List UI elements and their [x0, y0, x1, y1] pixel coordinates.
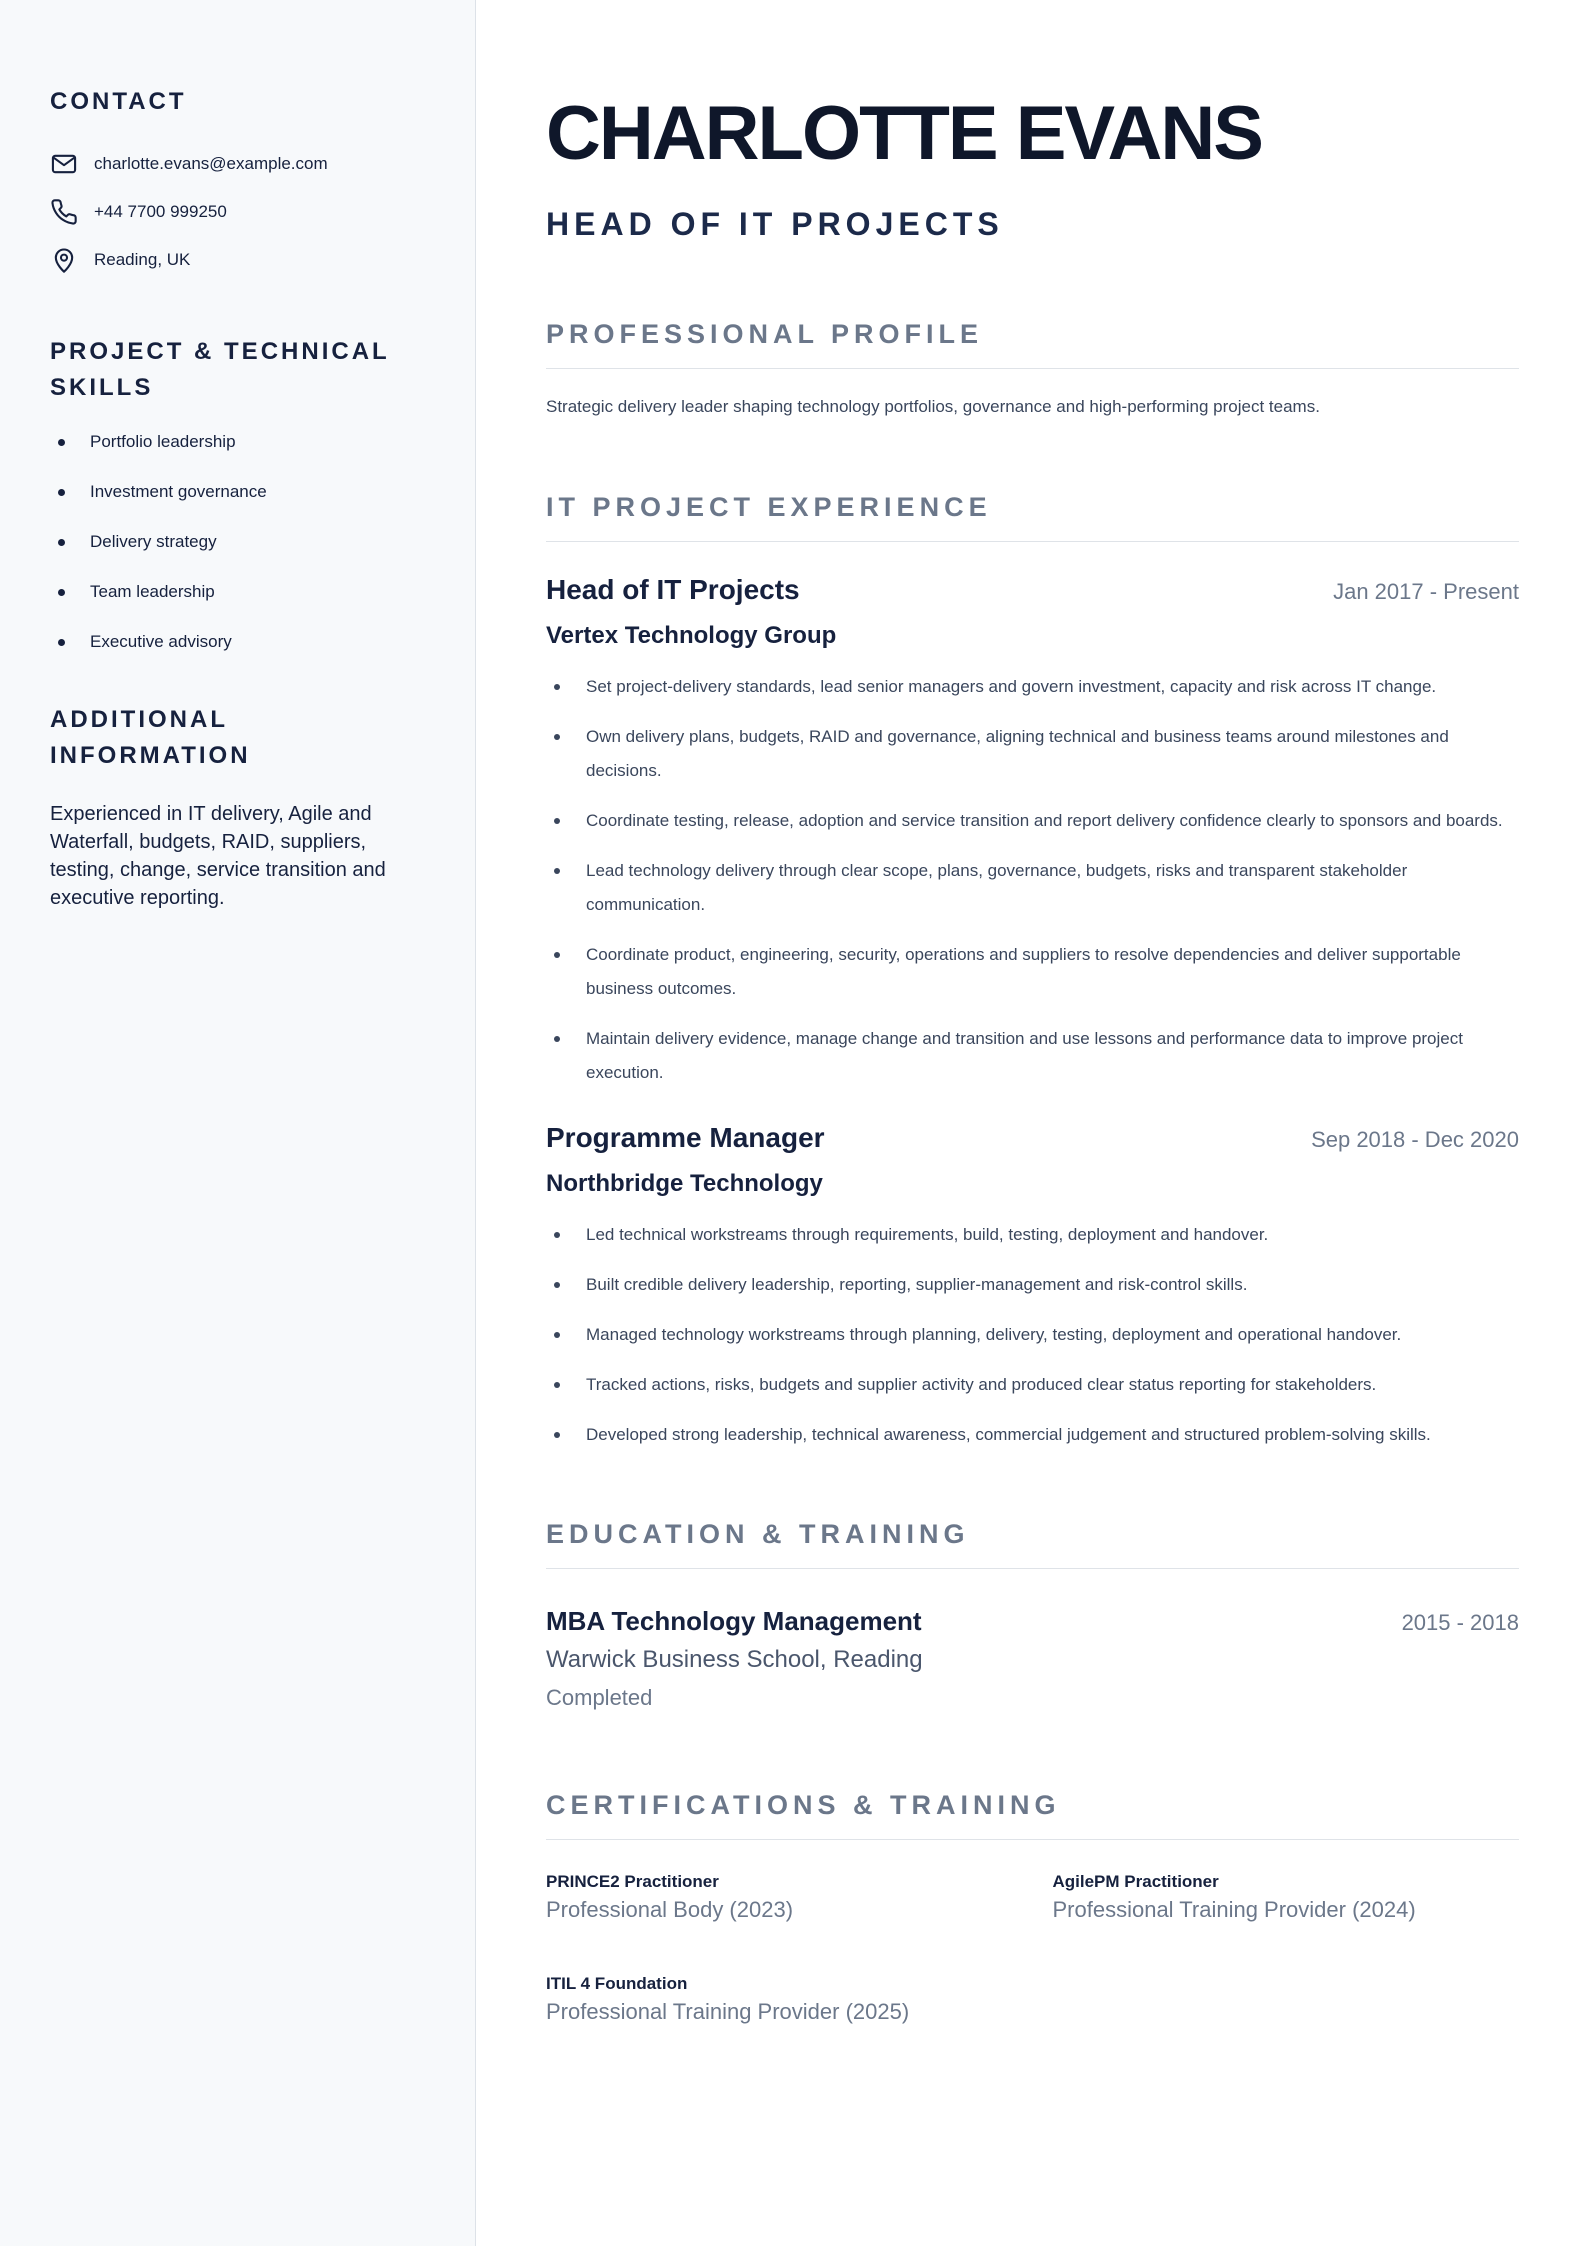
certification-item [546, 1870, 1013, 1926]
additional-info-text: Experienced in IT delivery, Agile and Waterfall, budgets, RAID, suppliers, testing, change, service transition and executive reporting. [50, 803, 386, 909]
map-pin-icon [50, 246, 78, 274]
job-bullet: Set project-delivery standards, lead senior managers and govern investment, capacity and risk across IT change. [546, 670, 1519, 704]
skills-heading: PROJECT & TECHNICAL SKILLS [50, 338, 390, 401]
job-role: Head of IT Projects [546, 574, 800, 605]
job-bullets [546, 670, 1519, 1090]
phone-icon [50, 198, 78, 226]
candidate-name: CHARLOTTE EVANS [546, 91, 1262, 176]
job-entry [546, 572, 1519, 1090]
certification-provider: Professional Body (2023) [546, 1897, 794, 1922]
contact-phone[interactable] [50, 188, 425, 236]
job-bullet: Tracked actions, risks, budgets and supplier activity and produced clear status reporting for stakeholders. [546, 1368, 1519, 1402]
skill-item: Delivery strategy [50, 528, 425, 578]
skills-list [50, 428, 425, 678]
education-school: Warwick Business School, Reading [546, 1646, 923, 1673]
contact-list [50, 140, 425, 284]
phone-text: +44 7700 999250 [94, 202, 227, 221]
contact-heading: CONTACT [50, 88, 187, 115]
email-text: charlotte.evans@example.com [94, 154, 328, 173]
experience-heading: IT PROJECT EXPERIENCE [546, 489, 1519, 542]
certification-provider: Professional Training Provider (2024) [1052, 1897, 1416, 1922]
job-bullet: Maintain delivery evidence, manage change and transition and use lessons and performance data to improve project execution. [546, 1022, 1519, 1090]
profile-text: Strategic delivery leader shaping technology portfolios, governance and high-performing project teams. [546, 397, 1320, 416]
certification-item [1053, 1870, 1520, 1926]
job-bullet: Managed technology workstreams through planning, delivery, testing, deployment and operational handover. [546, 1318, 1519, 1352]
sidebar [0, 0, 476, 2246]
certification-name: AgilePM Practitioner [1052, 1872, 1219, 1891]
certifications-heading: CERTIFICATIONS & TRAINING [546, 1787, 1519, 1840]
certifications-grid [546, 1870, 1519, 2028]
skill-item: Team leadership [50, 578, 425, 628]
job-dates: Sep 2018 - Dec 2020 [1311, 1127, 1519, 1152]
job-company: Northbridge Technology [546, 1170, 823, 1197]
job-bullet: Built credible delivery leadership, reporting, supplier-management and risk-control skills. [546, 1268, 1519, 1302]
job-bullet: Coordinate testing, release, adoption and service transition and report delivery confidence clearly to sponsors and boards. [546, 804, 1519, 838]
skill-item: Portfolio leadership [50, 428, 425, 478]
additional-info-heading: ADDITIONAL INFORMATION [50, 706, 251, 769]
skill-item: Executive advisory [50, 628, 425, 678]
main-content [476, 0, 1588, 2246]
certification-name: PRINCE2 Practitioner [546, 1872, 719, 1891]
certification-name: ITIL 4 Foundation [546, 1974, 688, 1993]
education-entry [546, 1603, 1519, 1717]
job-bullet: Led technical workstreams through requirements, build, testing, deployment and handover. [546, 1218, 1519, 1252]
education-heading: EDUCATION & TRAINING [546, 1516, 1519, 1569]
profile-heading: PROFESSIONAL PROFILE [546, 316, 1519, 369]
candidate-title: HEAD OF IT PROJECTS [546, 206, 1004, 242]
contact-email[interactable] [50, 140, 425, 188]
skill-item: Investment governance [50, 478, 425, 528]
job-entry [546, 1120, 1519, 1452]
certification-item [546, 1972, 1013, 2028]
job-company: Vertex Technology Group [546, 622, 837, 649]
job-bullet: Coordinate product, engineering, security, operations and suppliers to resolve dependencies and deliver supportable business outcomes. [546, 938, 1519, 1006]
job-bullet: Lead technology delivery through clear scope, plans, governance, budgets, risks and transparent stakeholder communication. [546, 854, 1519, 922]
contact-location [50, 236, 425, 284]
education-degree: MBA Technology Management [546, 1606, 922, 1636]
job-bullets [546, 1218, 1519, 1452]
job-dates: Jan 2017 - Present [1333, 579, 1519, 604]
mail-icon [50, 150, 78, 178]
certification-provider: Professional Training Provider (2025) [546, 1999, 910, 2024]
location-text: Reading, UK [94, 250, 191, 269]
education-dates: 2015 - 2018 [1401, 1610, 1519, 1635]
education-status: Completed [546, 1685, 653, 1710]
job-bullet: Developed strong leadership, technical awareness, commercial judgement and structured problem-solving skills. [546, 1418, 1519, 1452]
job-bullet: Own delivery plans, budgets, RAID and governance, aligning technical and business teams around milestones and decisions. [546, 720, 1519, 788]
job-role: Programme Manager [546, 1122, 825, 1153]
